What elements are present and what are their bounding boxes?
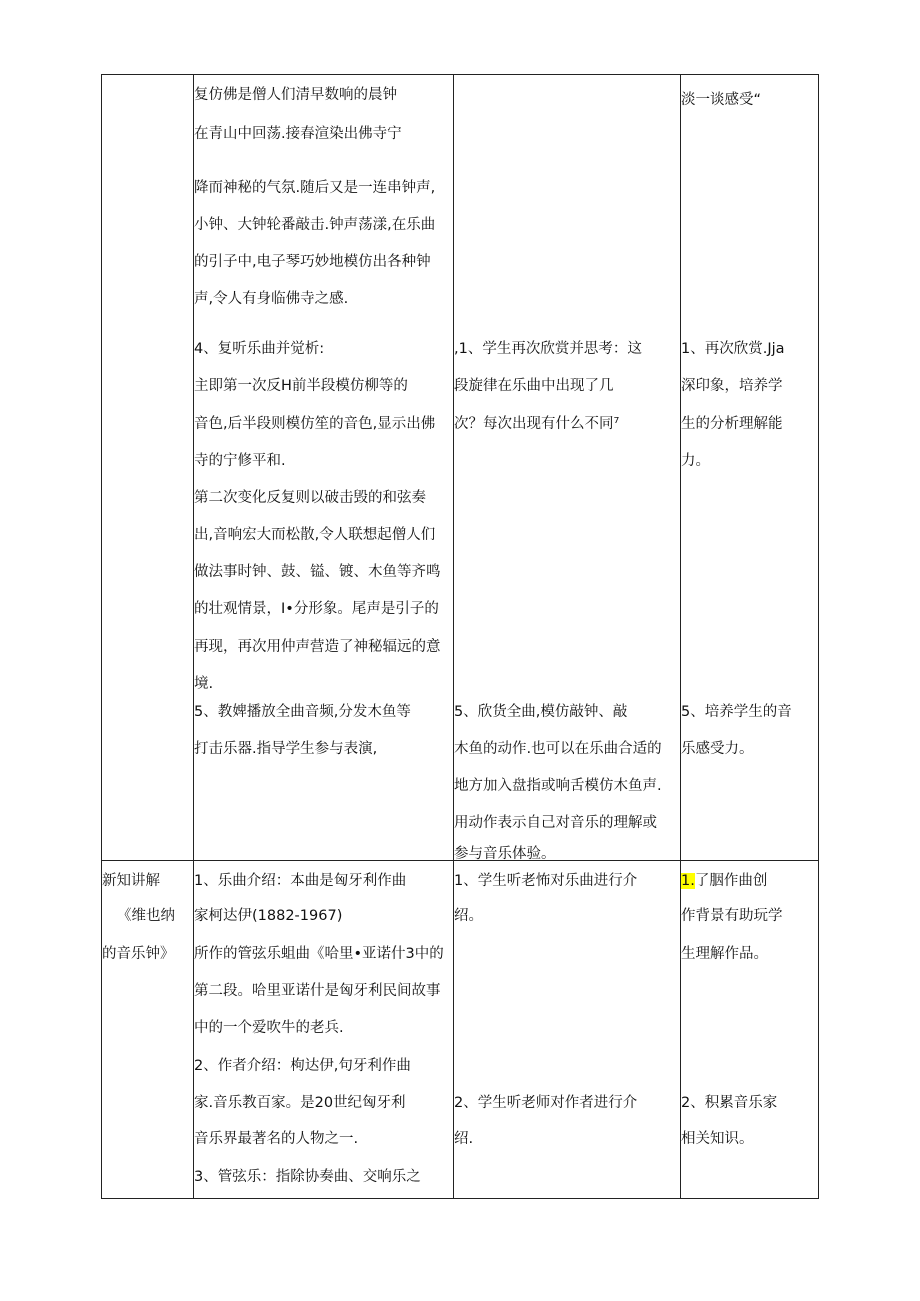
- text-line: 参与音乐体验。: [454, 846, 556, 861]
- text-line: 出,音响宏大而松散,令人联想起僧人们: [194, 527, 436, 543]
- text-line: 地方加入盘指或响舌模仿木鱼声.: [454, 778, 662, 794]
- text-line: 5、欣货全曲,模仿敲钟、敲: [454, 704, 628, 720]
- text-line: 主即第一次反H前半段模仿柳等的: [194, 378, 408, 394]
- text-line: 力。: [681, 453, 710, 469]
- text-line: 生理解作品。: [681, 946, 768, 962]
- text-line: 淡一谈感受“: [681, 92, 762, 108]
- text-line: ,1、学生再次欣赏并思考：这: [454, 341, 642, 357]
- text-line: 4、复听乐曲并觉析:: [194, 341, 325, 357]
- text-line: 3、管弦乐：指除协奏曲、交响乐之: [194, 1169, 421, 1185]
- text-fragment: 了胭作曲创: [694, 873, 768, 889]
- text-line: [681, 872, 767, 890]
- text-line: 所作的管弦乐蛆曲《哈里•亚诺什3中的: [194, 946, 444, 962]
- text-line: 再现，再次用仲声营造了神秘辐远的意: [194, 639, 441, 655]
- text-line: 1、学生听老怖对乐曲进行介: [454, 873, 638, 889]
- text-line: 段旋律在乐曲中出现了几: [454, 378, 614, 394]
- section-cell: [102, 861, 194, 1199]
- text-line: 乐感受力。: [681, 741, 754, 757]
- text-line: 生的分析理解能: [681, 416, 783, 432]
- text-line: 家.音乐教百家。是20世纪匈牙利: [194, 1095, 406, 1111]
- text-line: 深印象，培养学: [681, 378, 783, 394]
- text-line: 2、学生听老师对作者进行介: [454, 1095, 638, 1111]
- design-intent-cell: [681, 861, 819, 1199]
- text-line: 相关知识。: [681, 1131, 754, 1147]
- teacher-activity-cell: [194, 75, 454, 861]
- text-line: 第二段。哈里亚诺什是匈牙利民间故事: [194, 983, 441, 999]
- table-row: [102, 861, 819, 1199]
- text-line: 降而神秘的气氛.随后又是一连串钟声,: [194, 180, 436, 196]
- text-line: 5、培养学生的音: [681, 704, 792, 720]
- design-intent-cell: [681, 75, 819, 861]
- text-line: 1、乐曲介绍：本曲是匈牙利作曲: [194, 873, 407, 889]
- text-line: 家柯达伊(1882-1967): [194, 908, 343, 924]
- text-line: 第二次变化反复则以破击毁的和弦奏: [194, 490, 426, 506]
- text-line: 次？每次出现有什么不同⁷: [454, 416, 620, 432]
- highlight-mark: 1.: [681, 873, 695, 889]
- text-line: 2、积累音乐家: [681, 1095, 778, 1111]
- text-line: 2、作者介绍：枸达伊,句牙利作曲: [194, 1058, 411, 1074]
- text-line: 的壮观情景，I•分形象。尾声是引子的: [194, 601, 439, 617]
- text-line: 寺的宁修平和.: [194, 453, 286, 469]
- teacher-activity-cell: [194, 861, 454, 1199]
- text-line: 的引子中,电子琴巧妙地模仿出各种钟: [194, 254, 431, 270]
- text-line: 在青山中回荡.接春渲染出佛寺宁: [194, 126, 402, 142]
- text-line: 小钟、大钟轮番敲击.钟声荡漾,在乐曲: [194, 217, 436, 233]
- text-line: 5、教婢播放全曲音频,分发木鱼等: [194, 704, 411, 720]
- section-title: 《维也纳: [117, 908, 175, 924]
- text-line: 音色,后半段则模仿笙的音色,显示出佛: [194, 416, 436, 432]
- text-line: 打击乐器.指导学生参与表演,: [194, 741, 378, 757]
- text-line: 作背景有助玩学: [681, 908, 783, 924]
- text-line: 声,令人有身临佛寺之感.: [194, 291, 349, 307]
- student-activity-cell: [454, 861, 681, 1199]
- section-title: 的音乐钟》: [102, 946, 175, 962]
- text-line: 木鱼的动作.也可以在乐曲合适的: [454, 741, 662, 757]
- text-line: 中的一个爱吹牛的老兵.: [194, 1020, 344, 1036]
- text-line: 音乐界最著名的人物之一.: [194, 1131, 359, 1147]
- text-line: 境.: [194, 676, 214, 692]
- text-line: 用动作表示自己对音乐的理解或: [454, 815, 657, 831]
- text-line: 复仿佛是僧人们清早数响的晨钟: [194, 87, 397, 103]
- text-line: 1、再次欣赏.Jja: [681, 341, 785, 357]
- text-line: 绍.: [454, 1131, 474, 1147]
- text-line: 做法事时钟、鼓、镒、镀、木鱼等齐鸣: [194, 564, 441, 580]
- student-activity-cell: [454, 75, 681, 861]
- table-row: [102, 75, 819, 861]
- lesson-plan-table: [101, 74, 819, 1199]
- section-cell: [102, 75, 194, 861]
- text-line: 绍。: [454, 908, 483, 924]
- section-title: 新知讲解: [102, 873, 160, 889]
